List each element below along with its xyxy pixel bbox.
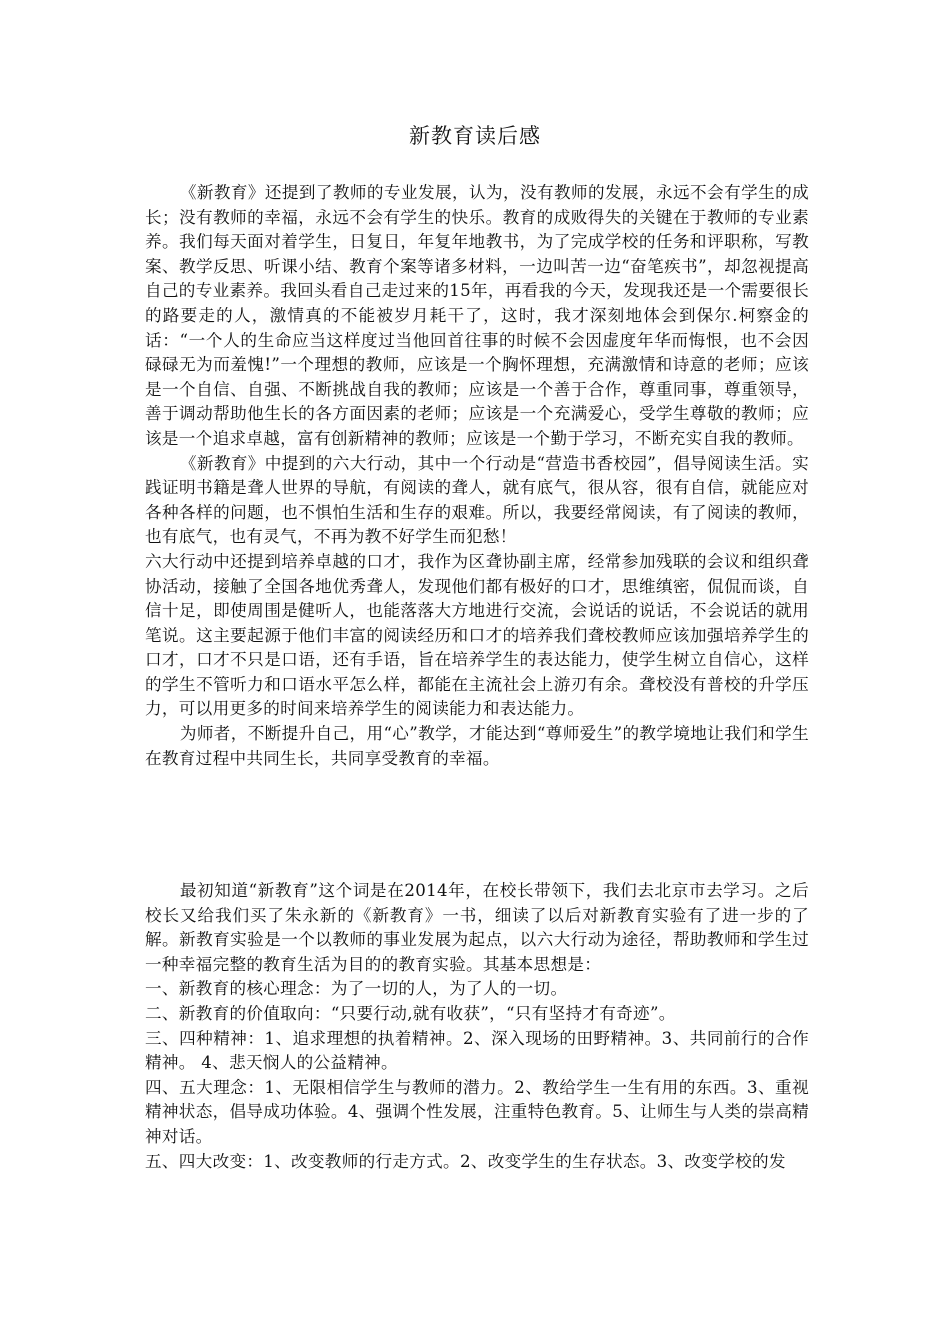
- paragraph-first-encounter: 最初知道“新教育”这个词是在2014年，在校长带领下，我们去北京市去学习。之后校长又给我们买了朱永新的《新教育》一书，细读了以后对新教育实验有了进一步的了解。新教育实验是一个以教师的事业发展为起点，以六大行动为途径，帮助教师和学生过一种幸福完整的教育生活为目的的教育实验。其基本思想是：: [145, 881, 809, 974]
- paragraph-teacher-development: 《新教育》还提到了教师的专业发展，认为，没有教师的发展，永远不会有学生的成长；没有教师的幸福，永远不会有学生的快乐。教育的成败得失的关键在于教师的专业素养。我们每天面对着学生，日复日，年复年地教书，为了完成学校的任务和评职称，写教案、教学反思、听课小结、教育个案等诸多材料，一边叫苦一边“奋笔疾书”，却忽视提高自己的专业素养。我回头看自己走过来的15年，再看我的今天，发现我还是一个需要很长的路要走的人，激情真的不能被岁月耗干了，这时，我才深刻地体会到保尔.柯察金的话：“一个人的生命应当这样度过当他回首往事的时候不会因虚度年华而悔恨，也不会因碌碌无为而羞愧!”一个理想的教师，应该是一个胸怀理想，充满激情和诗意的老师；应该是一个自信、自强、不断挑战自我的教师；应该是一个善于合作，尊重同事，尊重领导，善于调动帮助他生长的各方面因素的老师；应该是一个充满爱心，受学生尊敬的教师；应该是一个追求卓越，富有创新精神的教师；应该是一个勤于学习，不断充实自我的教师。: [145, 183, 809, 448]
- introduction-section: [145, 879, 809, 1174]
- paragraph-conclusion: 为师者，不断提升自己，用“心”教学，才能达到“尊师爱生”的教学境地让我们和学生在教育过程中共同生长，共同享受教育的幸福。: [145, 724, 809, 768]
- list-item-four-spirits: 三、四种精神：1、追求理想的执着精神。2、深入现场的田野精神。3、共同前行的合作精神。 4、悲天悯人的公益精神。: [145, 1028, 809, 1073]
- list-item-four-changes: 五、四大改变：1、改变教师的行走方式。2、改变学生的生存状态。3、改变学校的发: [145, 1151, 786, 1171]
- reflection-section: [145, 181, 809, 771]
- list-item-value-orientation: 二、新教育的价值取向：“只要行动,就有收获”，“只有坚持才有奇迹”。: [145, 1003, 676, 1023]
- paragraph-reading-action: 《新教育》中提到的六大行动，其中一个行动是“营造书香校园”，倡导阅读生活。实践证明书籍是聋人世界的导航，有阅读的聋人，就有底气，很从容，很有自信，就能应对各种各样的问题，也不惧怕生活和生存的艰难。所以，我要经常阅读，有了阅读的教师，也有底气，也有灵气，不再为教不好学生而犯愁！: [145, 453, 809, 547]
- paragraph-eloquence: 六大行动中还提到培养卓越的口才，我作为区聋协副主席，经常参加残联的会议和组织聋协活动，接触了全国各地优秀聋人，发现他们都有极好的口才，思维缜密，侃侃而谈，自信十足，即使周围是健听人，也能落落大方地进行交流，会说话的说话，不会说话的就用笔说。这主要起源于他们丰富的阅读经历和口才的培养我们聋校教师应该加强培养学生的口才，口才不只是口语，还有手语，旨在培养学生的表达能力，使学生树立自信心，这样的学生不管听力和口语水平怎么样，都能在主流社会上游刃有余。聋校没有普校的升学压力，可以用更多的时间来培养学生的阅读能力和表达能力。: [145, 551, 809, 719]
- list-item-five-ideas: 四、五大理念：1、无限相信学生与教师的潜力。2、教给学生一生有用的东西。3、重视精神状态，倡导成功体验。4、强调个性发展，注重特色教育。5、让师生与人类的崇高精神对话。: [145, 1077, 809, 1146]
- document-title: 新教育读后感: [409, 124, 541, 148]
- list-item-core-concept: 一、新教育的核心理念：为了一切的人，为了人的一切。: [145, 979, 568, 999]
